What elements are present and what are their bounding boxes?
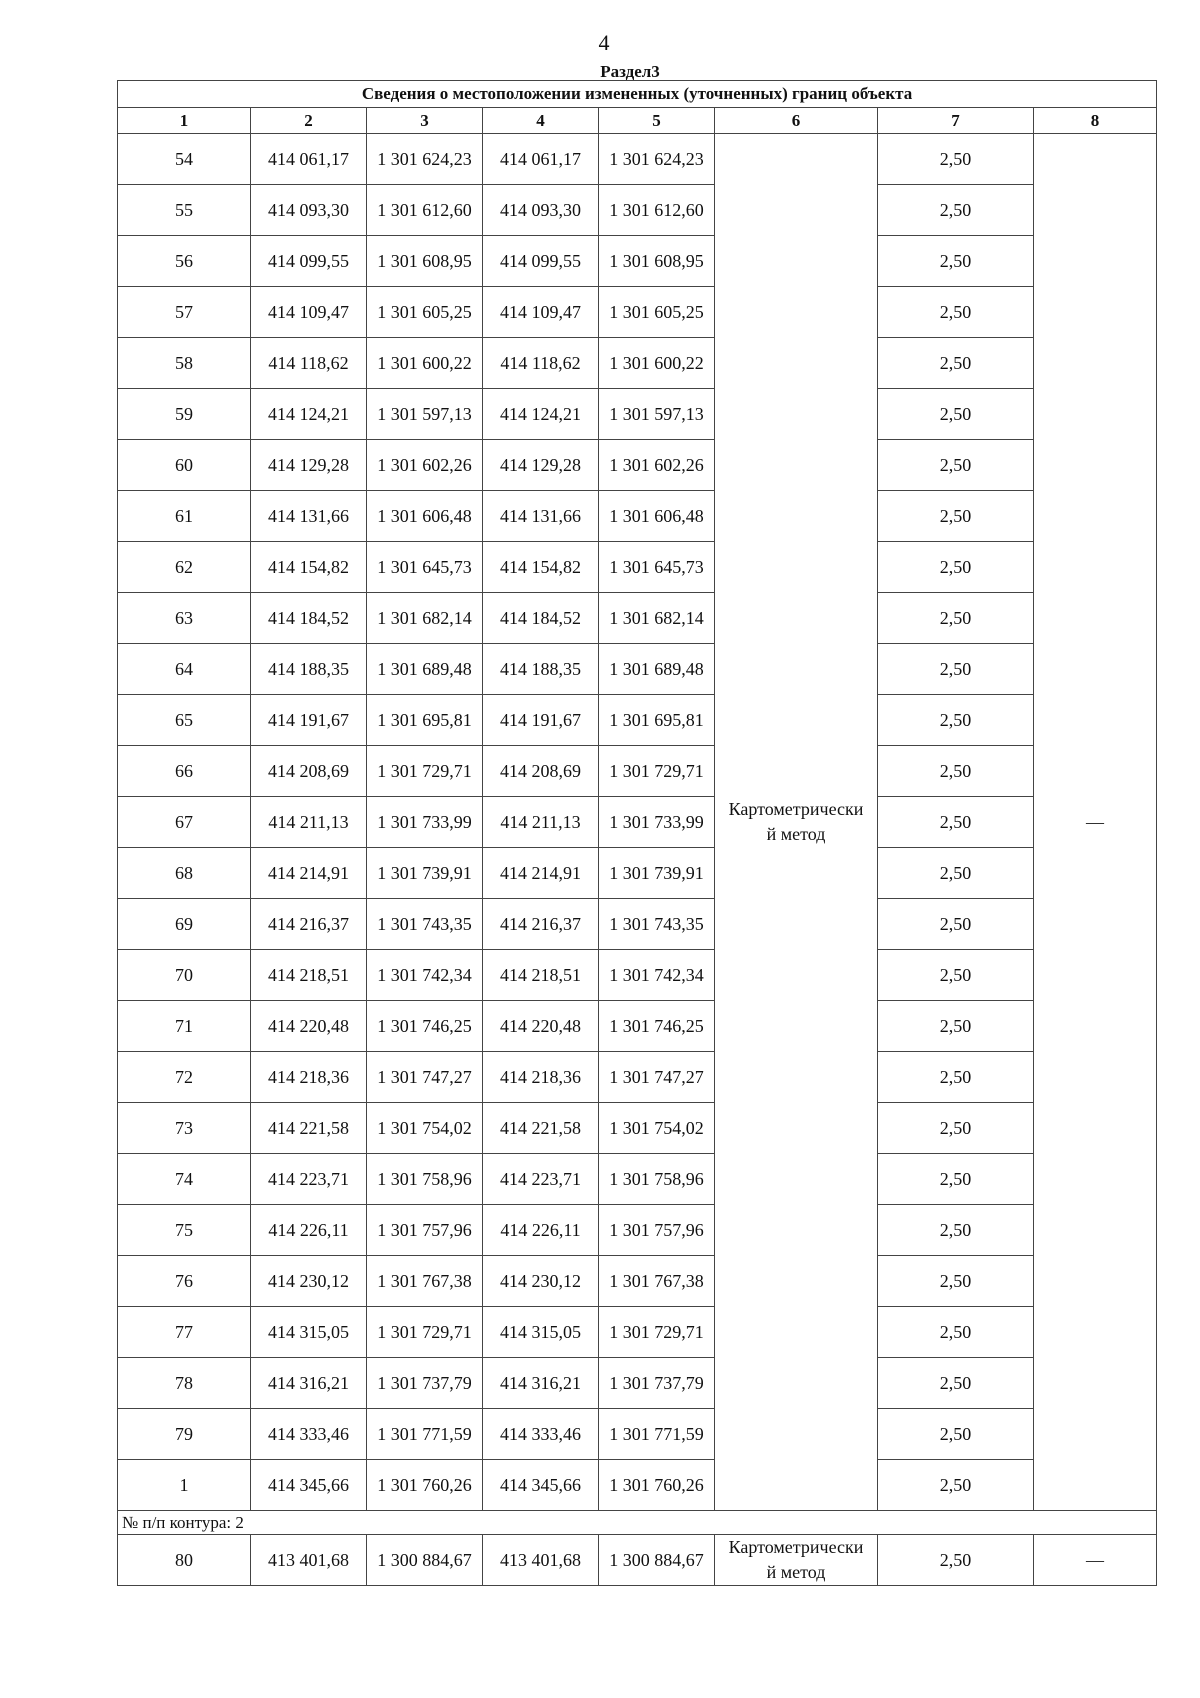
table-cell: 414 218,51 xyxy=(483,950,599,1001)
table-cell: 77 xyxy=(118,1307,251,1358)
table-cell: 414 226,11 xyxy=(251,1205,367,1256)
table-cell: 1 301 729,71 xyxy=(599,1307,715,1358)
table-cell: 1 301 757,96 xyxy=(367,1205,483,1256)
table-cell: 1 xyxy=(118,1460,251,1511)
table-cell: 2,50 xyxy=(878,695,1034,746)
table-row xyxy=(118,593,1157,644)
table-cell: 2,50 xyxy=(878,1307,1034,1358)
table-row xyxy=(118,134,1157,185)
table-cell: 414 208,69 xyxy=(483,746,599,797)
table-cell: 1 301 597,13 xyxy=(367,389,483,440)
table-cell: 414 184,52 xyxy=(483,593,599,644)
table-row xyxy=(118,797,1157,848)
table-cell: 1 301 754,02 xyxy=(367,1103,483,1154)
table-cell: 68 xyxy=(118,848,251,899)
table-row xyxy=(118,389,1157,440)
table-row xyxy=(118,950,1157,1001)
table-cell: 2,50 xyxy=(878,1256,1034,1307)
table-cell: 74 xyxy=(118,1154,251,1205)
table-row xyxy=(118,1460,1157,1511)
table-cell: 1 301 602,26 xyxy=(599,440,715,491)
table-cell: 414 220,48 xyxy=(483,1001,599,1052)
table-cell: 54 xyxy=(118,134,251,185)
table-row xyxy=(118,644,1157,695)
table-cell: 414 214,91 xyxy=(483,848,599,899)
table-row xyxy=(118,1001,1157,1052)
table-cell: 1 301 605,25 xyxy=(599,287,715,338)
table-cell: 1 301 758,96 xyxy=(367,1154,483,1205)
table-cell: 2,50 xyxy=(878,746,1034,797)
table-row xyxy=(118,1256,1157,1307)
table-cell: 414 109,47 xyxy=(251,287,367,338)
table-cell: 69 xyxy=(118,899,251,950)
table-cell: 1 301 757,96 xyxy=(599,1205,715,1256)
table-cell: 414 118,62 xyxy=(483,338,599,389)
table-cell: 413 401,68 xyxy=(483,1535,599,1586)
table-cell: 1 301 737,79 xyxy=(599,1358,715,1409)
table-cell: 71 xyxy=(118,1001,251,1052)
table-cell: 66 xyxy=(118,746,251,797)
table-row xyxy=(118,1205,1157,1256)
table-cell: 73 xyxy=(118,1103,251,1154)
table-cell: 414 220,48 xyxy=(251,1001,367,1052)
table-cell: 59 xyxy=(118,389,251,440)
table-row xyxy=(118,542,1157,593)
table-cell: 414 316,21 xyxy=(251,1358,367,1409)
column-header: 5 xyxy=(599,108,715,134)
table-cell: 72 xyxy=(118,1052,251,1103)
table-cell: 414 131,66 xyxy=(483,491,599,542)
table-row xyxy=(118,848,1157,899)
table-cell: 1 301 612,60 xyxy=(599,185,715,236)
table-cell: 414 093,30 xyxy=(483,185,599,236)
table-cell: 414 218,51 xyxy=(251,950,367,1001)
table-cell: 414 154,82 xyxy=(483,542,599,593)
table-cell: 62 xyxy=(118,542,251,593)
table-cell: 2,50 xyxy=(878,1001,1034,1052)
table-cell: 2,50 xyxy=(878,491,1034,542)
table-cell: 1 301 695,81 xyxy=(599,695,715,746)
column-header: 8 xyxy=(1034,108,1157,134)
table-cell: 1 300 884,67 xyxy=(367,1535,483,1586)
page-number: 4 xyxy=(598,30,610,55)
boundary-coordinates-table xyxy=(117,80,1157,1586)
table-cell: 1 301 612,60 xyxy=(367,185,483,236)
table-cell: 2,50 xyxy=(878,134,1034,185)
table-cell: 2,50 xyxy=(878,185,1034,236)
table-cell: 78 xyxy=(118,1358,251,1409)
table-row xyxy=(118,746,1157,797)
column-header: 1 xyxy=(118,108,251,134)
table-cell: 1 301 682,14 xyxy=(367,593,483,644)
section-title: Раздел3 xyxy=(600,62,660,81)
table-cell: 1 301 689,48 xyxy=(599,644,715,695)
table-cell: 65 xyxy=(118,695,251,746)
table-row xyxy=(118,899,1157,950)
table-cell: 2,50 xyxy=(878,542,1034,593)
table-row xyxy=(118,1154,1157,1205)
table-row xyxy=(118,1535,1157,1586)
table-cell: 414 118,62 xyxy=(251,338,367,389)
table-cell: 2,50 xyxy=(878,950,1034,1001)
table-cell: 1 301 747,27 xyxy=(367,1052,483,1103)
table-cell: 414 223,71 xyxy=(251,1154,367,1205)
table-cell: 1 301 729,71 xyxy=(367,1307,483,1358)
table-cell: 414 226,11 xyxy=(483,1205,599,1256)
column-header: 2 xyxy=(251,108,367,134)
table-cell: 1 301 743,35 xyxy=(599,899,715,950)
table-cell: 1 301 767,38 xyxy=(599,1256,715,1307)
table-cell: 1 301 602,26 xyxy=(367,440,483,491)
table-cell: 1 301 606,48 xyxy=(367,491,483,542)
table-cell: 414 208,69 xyxy=(251,746,367,797)
table-row xyxy=(118,1307,1157,1358)
table-cell: 1 301 739,91 xyxy=(367,848,483,899)
column-header: 7 xyxy=(878,108,1034,134)
table-cell: 2,50 xyxy=(878,287,1034,338)
table-cell: 414 211,13 xyxy=(251,797,367,848)
table-cell: 80 xyxy=(118,1535,251,1586)
table-cell: 1 301 608,95 xyxy=(599,236,715,287)
note-cell: — xyxy=(1034,134,1157,1511)
table-cell: 1 301 600,22 xyxy=(367,338,483,389)
table-cell: 1 301 767,38 xyxy=(367,1256,483,1307)
table-cell: 414 214,91 xyxy=(251,848,367,899)
table-cell: 414 191,67 xyxy=(483,695,599,746)
table-cell: 414 216,37 xyxy=(483,899,599,950)
table-cell: 1 301 742,34 xyxy=(367,950,483,1001)
table-cell: 2,50 xyxy=(878,797,1034,848)
table-cell: 57 xyxy=(118,287,251,338)
table-cell: 1 301 746,25 xyxy=(599,1001,715,1052)
table-cell: 414 154,82 xyxy=(251,542,367,593)
table-cell: — xyxy=(1034,1535,1157,1586)
table-cell: 414 124,21 xyxy=(483,389,599,440)
table-cell: 1 301 624,23 xyxy=(367,134,483,185)
table-cell: 414 221,58 xyxy=(251,1103,367,1154)
column-header: 6 xyxy=(715,108,878,134)
table-cell: 60 xyxy=(118,440,251,491)
table-cell: 1 301 739,91 xyxy=(599,848,715,899)
table-cell: 2,50 xyxy=(878,1409,1034,1460)
table-cell: 1 301 746,25 xyxy=(367,1001,483,1052)
table-cell: 1 301 606,48 xyxy=(599,491,715,542)
table-cell: 414 315,05 xyxy=(251,1307,367,1358)
table-cell: 414 099,55 xyxy=(251,236,367,287)
table-cell: 1 301 747,27 xyxy=(599,1052,715,1103)
table-cell: 1 301 737,79 xyxy=(367,1358,483,1409)
table-cell: 79 xyxy=(118,1409,251,1460)
table-cell: 2,50 xyxy=(878,593,1034,644)
column-header-row xyxy=(118,108,1157,134)
table-cell: 1 301 597,13 xyxy=(599,389,715,440)
table-cell: 414 230,12 xyxy=(251,1256,367,1307)
table-cell: 1 301 682,14 xyxy=(599,593,715,644)
contour-label: № п/п контура: 2 xyxy=(118,1511,1157,1535)
table-cell: 1 301 733,99 xyxy=(367,797,483,848)
table-cell: 1 301 695,81 xyxy=(367,695,483,746)
table-row xyxy=(118,287,1157,338)
table-cell: 414 333,46 xyxy=(483,1409,599,1460)
table-cell: 414 211,13 xyxy=(483,797,599,848)
table-cell: 1 301 733,99 xyxy=(599,797,715,848)
table-cell: 414 099,55 xyxy=(483,236,599,287)
table-cell: 2,50 xyxy=(878,1154,1034,1205)
table-cell: 2,50 xyxy=(878,848,1034,899)
table-cell: 414 223,71 xyxy=(483,1154,599,1205)
table-cell: 63 xyxy=(118,593,251,644)
table-cell: 1 301 771,59 xyxy=(599,1409,715,1460)
table-cell: 56 xyxy=(118,236,251,287)
table-cell: 414 061,17 xyxy=(483,134,599,185)
table-cell: 414 216,37 xyxy=(251,899,367,950)
table-cell: 2,50 xyxy=(878,389,1034,440)
table-row xyxy=(118,440,1157,491)
table-cell: 1 301 771,59 xyxy=(367,1409,483,1460)
table-cell: 2,50 xyxy=(878,899,1034,950)
column-header: 3 xyxy=(367,108,483,134)
table-cell: 75 xyxy=(118,1205,251,1256)
table-cell: 414 221,58 xyxy=(483,1103,599,1154)
table-cell: 2,50 xyxy=(878,440,1034,491)
table-cell: 414 188,35 xyxy=(251,644,367,695)
table-row xyxy=(118,338,1157,389)
table-cell: 1 301 743,35 xyxy=(367,899,483,950)
table-cell: 61 xyxy=(118,491,251,542)
table-cell: 2,50 xyxy=(878,1460,1034,1511)
table-row xyxy=(118,695,1157,746)
table-cell: 414 316,21 xyxy=(483,1358,599,1409)
table-cell: 1 301 758,96 xyxy=(599,1154,715,1205)
table-row xyxy=(118,1052,1157,1103)
table-cell: 414 129,28 xyxy=(483,440,599,491)
table-cell: 413 401,68 xyxy=(251,1535,367,1586)
table-row xyxy=(118,1409,1157,1460)
table-row xyxy=(118,1358,1157,1409)
table-cell: 1 301 754,02 xyxy=(599,1103,715,1154)
table-cell: 64 xyxy=(118,644,251,695)
table-cell: 1 301 729,71 xyxy=(599,746,715,797)
method-cell: Картометрически й метод xyxy=(715,134,878,1511)
table-cell: 414 333,46 xyxy=(251,1409,367,1460)
table-cell: 2,50 xyxy=(878,1358,1034,1409)
table-cell: 1 301 645,73 xyxy=(367,542,483,593)
column-header: 4 xyxy=(483,108,599,134)
table-cell: 414 315,05 xyxy=(483,1307,599,1358)
table-cell: 55 xyxy=(118,185,251,236)
table-cell: 414 129,28 xyxy=(251,440,367,491)
table-cell: 414 230,12 xyxy=(483,1256,599,1307)
table-cell: 2,50 xyxy=(878,1103,1034,1154)
table-cell: 1 301 645,73 xyxy=(599,542,715,593)
table-cell: 414 345,66 xyxy=(483,1460,599,1511)
table-cell: 1 300 884,67 xyxy=(599,1535,715,1586)
table-cell: 76 xyxy=(118,1256,251,1307)
table-cell: 414 124,21 xyxy=(251,389,367,440)
table-cell: 414 345,66 xyxy=(251,1460,367,1511)
table-cell: 2,50 xyxy=(878,1535,1034,1586)
contour-label-row xyxy=(118,1511,1157,1535)
table-cell: 1 301 760,26 xyxy=(367,1460,483,1511)
table-row xyxy=(118,236,1157,287)
table-row xyxy=(118,185,1157,236)
table-cell: 1 301 729,71 xyxy=(367,746,483,797)
table-cell: 414 061,17 xyxy=(251,134,367,185)
table-cell: 58 xyxy=(118,338,251,389)
table-cell: 1 301 760,26 xyxy=(599,1460,715,1511)
table-cell: 414 184,52 xyxy=(251,593,367,644)
table-cell: 2,50 xyxy=(878,236,1034,287)
table-cell: 1 301 600,22 xyxy=(599,338,715,389)
table-cell: 2,50 xyxy=(878,1052,1034,1103)
table-cell: 1 301 689,48 xyxy=(367,644,483,695)
table-cell: 414 188,35 xyxy=(483,644,599,695)
table-row xyxy=(118,1103,1157,1154)
table-cell: 414 218,36 xyxy=(251,1052,367,1103)
table-cell: 67 xyxy=(118,797,251,848)
table-cell: 1 301 742,34 xyxy=(599,950,715,1001)
table-cell: 414 131,66 xyxy=(251,491,367,542)
table-cell: 414 218,36 xyxy=(483,1052,599,1103)
table-cell: 414 093,30 xyxy=(251,185,367,236)
table-cell: Картометрически й метод xyxy=(715,1535,878,1586)
table-cell: 1 301 608,95 xyxy=(367,236,483,287)
table-cell: 414 109,47 xyxy=(483,287,599,338)
table-caption: Сведения о местоположении измененных (уточненных) границ объекта xyxy=(118,81,1157,108)
table-cell: 2,50 xyxy=(878,338,1034,389)
table-cell: 2,50 xyxy=(878,1205,1034,1256)
table-cell: 414 191,67 xyxy=(251,695,367,746)
table-cell: 2,50 xyxy=(878,644,1034,695)
table-row xyxy=(118,491,1157,542)
table-cell: 1 301 605,25 xyxy=(367,287,483,338)
table-cell: 70 xyxy=(118,950,251,1001)
table-cell: 1 301 624,23 xyxy=(599,134,715,185)
